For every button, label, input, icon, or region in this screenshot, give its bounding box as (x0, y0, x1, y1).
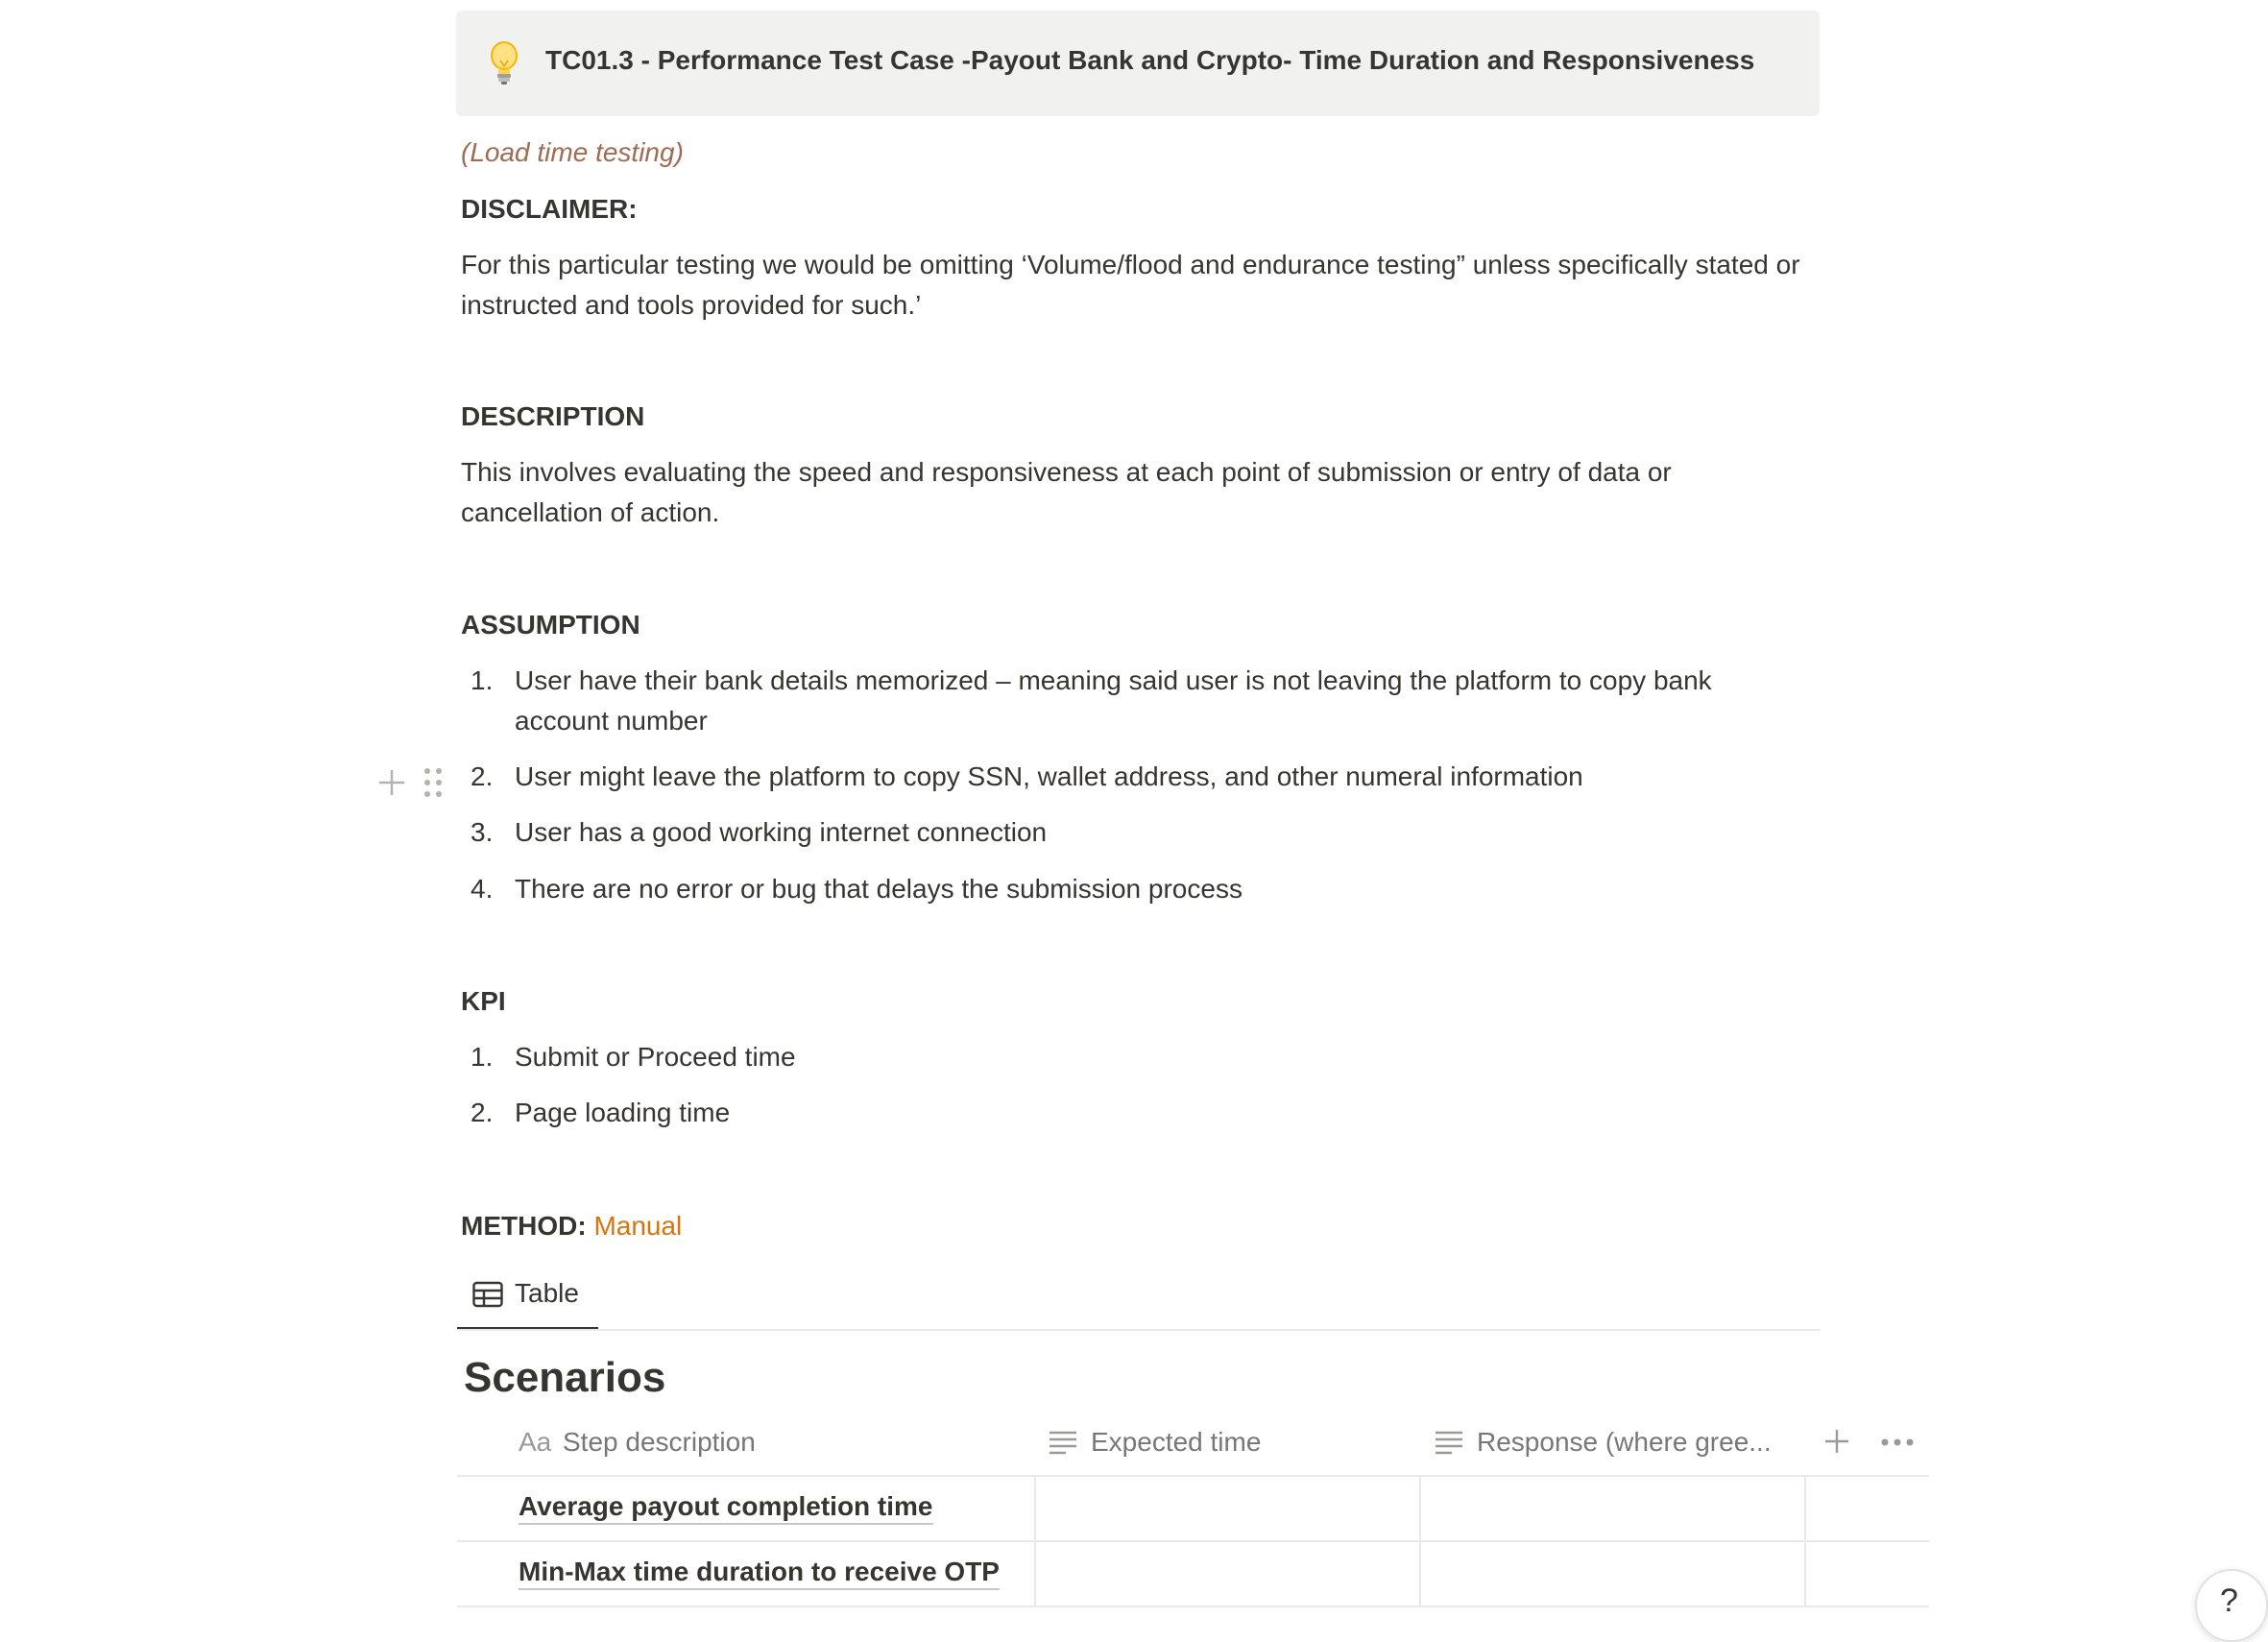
column-divider (1034, 1475, 1036, 1607)
table-row-title[interactable]: Min-Max time duration to receive OTP (519, 1556, 1000, 1590)
help-button[interactable] (2195, 1569, 2268, 1642)
drag-handle-icon[interactable] (422, 764, 445, 799)
assumption-item-2 (461, 757, 1824, 797)
assumption-item-4 (461, 869, 1824, 909)
list-number: 2. (470, 1098, 494, 1127)
column-header-response[interactable] (1435, 1415, 1809, 1475)
subtitle-text: (Load time testing) (461, 137, 684, 167)
list-text: There are no error or bug that delays the submission process (515, 874, 1243, 904)
list-text: User has a good working internet connection (515, 817, 1048, 847)
table-icon (472, 1281, 503, 1308)
kpi-heading: KPI (461, 986, 506, 1016)
list-text: User have their bank details memorized – meaning said user is not leaving the platform to copy bank account number (515, 665, 1712, 736)
database-title[interactable]: Scenarios (464, 1354, 666, 1401)
row-divider (457, 1606, 1929, 1607)
description-heading: DESCRIPTION (461, 401, 645, 431)
view-tab-label: Table (515, 1278, 579, 1308)
method-label: METHOD: (461, 1211, 587, 1241)
callout-block[interactable] (456, 11, 1820, 116)
list-text: Page loading time (515, 1098, 731, 1127)
column-header-expected-time[interactable] (1049, 1415, 1413, 1475)
list-text: Submit or Proceed time (515, 1042, 796, 1072)
block-handle[interactable] (377, 764, 448, 799)
assumption-item-3 (461, 812, 1824, 853)
list-number: 4. (470, 874, 494, 904)
disclaimer-heading: DISCLAIMER: (461, 194, 638, 224)
column-header-step-description[interactable] (519, 1415, 1075, 1475)
add-column-icon[interactable] (1822, 1427, 1851, 1456)
list-number: 1. (470, 665, 494, 695)
text-property-icon (1435, 1429, 1463, 1456)
list-number: 3. (470, 817, 494, 847)
column-label: Step description (563, 1427, 756, 1457)
column-divider (1419, 1475, 1421, 1607)
text-property-icon (1049, 1429, 1077, 1456)
column-label: Response (where gree... (1477, 1427, 1772, 1457)
row-divider (457, 1475, 1929, 1477)
lightbulb-icon (487, 41, 521, 85)
method-value: Manual (593, 1211, 683, 1241)
help-icon: ? (2220, 1582, 2238, 1619)
list-text: User might leave the platform to copy SSN, wallet address, and other numeral information (515, 761, 1583, 791)
method-line (461, 1211, 682, 1242)
row-divider (457, 1540, 1929, 1542)
table-row-title[interactable]: Average payout completion time (519, 1490, 933, 1525)
list-number: 2. (470, 761, 494, 791)
database-table (457, 1415, 1929, 1607)
view-tab-table[interactable] (457, 1262, 598, 1331)
assumption-heading: ASSUMPTION (461, 610, 640, 640)
assumption-item-1 (461, 661, 1824, 741)
callout-title: TC01.3 - Performance Test Case -Payout Bank and Crypto- Time Duration and Responsiveness (545, 45, 1755, 75)
more-options-icon[interactable] (1880, 1433, 1915, 1452)
column-divider (1804, 1475, 1806, 1607)
column-label: Expected time (1091, 1427, 1262, 1457)
add-block-icon[interactable] (377, 764, 406, 799)
title-property-icon: Aa (519, 1427, 552, 1457)
list-number: 1. (470, 1042, 494, 1072)
description-text: This involves evaluating the speed and responsiveness at each point of submission or entry of data or cancellation of action. (461, 457, 1672, 527)
disclaimer-text: For this particular testing we would be omitting ‘Volume/flood and endurance testing” unless specifically stated or instructed and tools provided for such.’ (461, 250, 1800, 320)
tab-divider (457, 1329, 1821, 1331)
kpi-item-2 (461, 1093, 1824, 1133)
kpi-item-1 (461, 1037, 1824, 1077)
